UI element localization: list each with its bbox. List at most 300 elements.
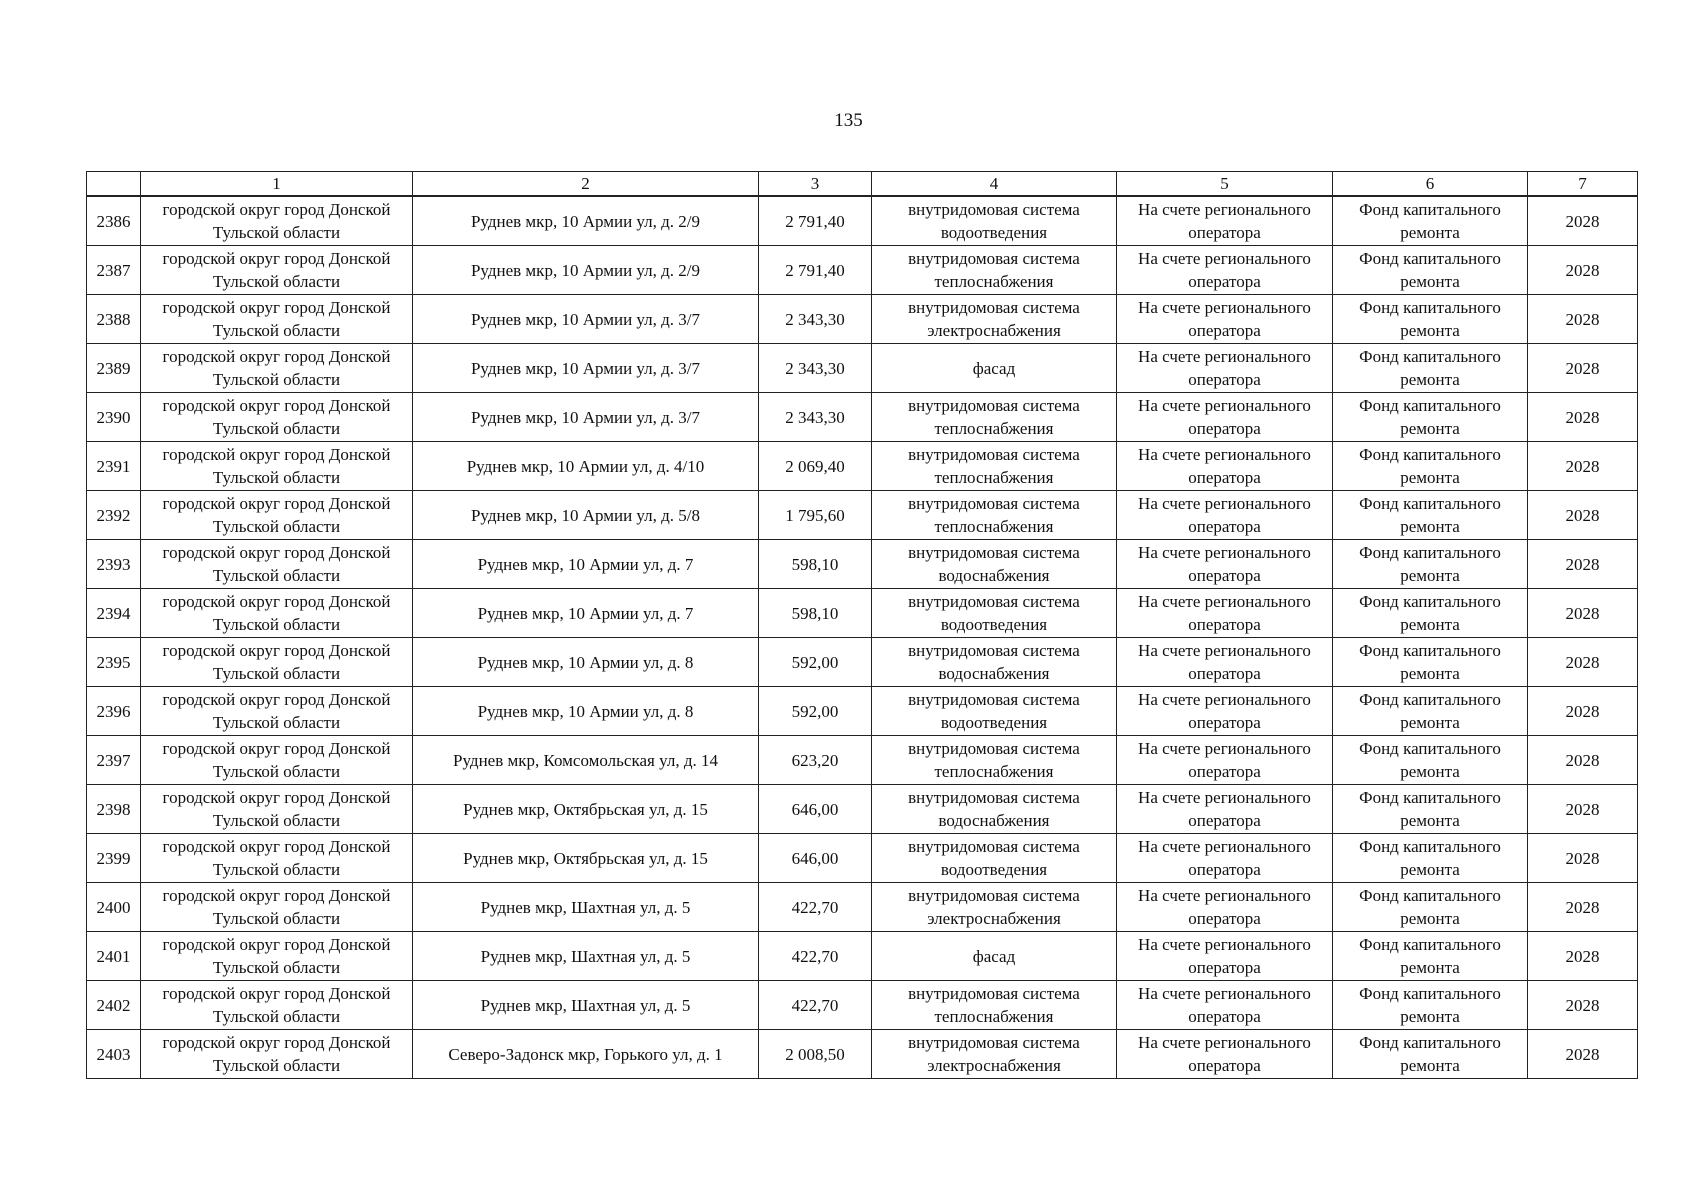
funding-source-cell-line-1: Фонд капитального: [1359, 592, 1501, 611]
funding-source-cell: [1333, 687, 1528, 736]
area-cell: 592,00: [759, 638, 872, 687]
municipality-cell: [141, 687, 413, 736]
account-cell-line-2: оператора: [1188, 664, 1261, 683]
account-cell: [1117, 638, 1333, 687]
funding-source-cell: [1333, 932, 1528, 981]
area-cell: 598,10: [759, 540, 872, 589]
municipality-cell: [141, 295, 413, 344]
address-cell: Северо-Задонск мкр, Горького ул, д. 1: [413, 1030, 759, 1079]
municipality-cell: [141, 981, 413, 1030]
work-type-cell-line-2: электроснабжения: [927, 909, 1061, 928]
account-cell-line-1: На счете регионального: [1138, 592, 1311, 611]
account-cell: [1117, 491, 1333, 540]
area-cell: 2 791,40: [759, 246, 872, 295]
funding-source-cell-line-2: ремонта: [1400, 762, 1460, 781]
account-cell-line-1: На счете регионального: [1138, 249, 1311, 268]
municipality-cell-line-2: Тульской области: [212, 566, 341, 585]
funding-source-cell: [1333, 834, 1528, 883]
municipality-cell-line-1: городской округ город Донской: [162, 788, 391, 807]
repair-schedule-table: [86, 171, 1638, 1079]
work-type-cell-line-1: внутридомовая система: [908, 298, 1080, 317]
work-type-cell-line-1: фасад: [972, 358, 1016, 378]
funding-source-cell-line-2: ремонта: [1400, 958, 1460, 977]
account-cell: [1117, 442, 1333, 491]
funding-source-cell: [1333, 442, 1528, 491]
work-type-cell-line-2: водоотведения: [940, 615, 1048, 634]
account-cell: [1117, 540, 1333, 589]
municipality-cell-line-1: городской округ город Донской: [162, 249, 391, 268]
account-cell: [1117, 932, 1333, 981]
account-cell-line-2: оператора: [1188, 566, 1261, 585]
work-type-cell-line-1: внутридомовая система: [908, 445, 1080, 464]
municipality-cell: [141, 638, 413, 687]
year-cell: 2028: [1528, 442, 1638, 491]
account-cell-line-2: оператора: [1188, 468, 1261, 487]
address-cell: Руднев мкр, Октябрьская ул, д. 15: [413, 834, 759, 883]
funding-source-cell-line-1: Фонд капитального: [1359, 200, 1501, 219]
account-cell-line-2: оператора: [1188, 762, 1261, 781]
work-type-cell: [872, 981, 1117, 1030]
row-number-cell: 2388: [87, 295, 141, 344]
header-cell-3: 3: [759, 172, 872, 197]
row-number-cell: 2397: [87, 736, 141, 785]
row-number-cell: 2396: [87, 687, 141, 736]
account-cell-line-2: оператора: [1188, 370, 1261, 389]
funding-source-cell-line-2: ремонта: [1400, 811, 1460, 830]
area-cell: 646,00: [759, 834, 872, 883]
header-cell-1: 1: [141, 172, 413, 197]
municipality-cell: [141, 344, 413, 393]
funding-source-cell-line-1: Фонд капитального: [1359, 1033, 1501, 1052]
area-cell: 646,00: [759, 785, 872, 834]
year-cell: 2028: [1528, 981, 1638, 1030]
account-cell-line-1: На счете регионального: [1138, 641, 1311, 660]
work-type-cell-line-2: водоотведения: [940, 713, 1048, 732]
row-number-cell: 2391: [87, 442, 141, 491]
row-number-cell: 2402: [87, 981, 141, 1030]
account-cell-line-2: оператора: [1188, 272, 1261, 291]
page-number: 135: [834, 110, 863, 131]
work-type-cell: [872, 442, 1117, 491]
funding-source-cell-line-2: ремонта: [1400, 713, 1460, 732]
row-number-cell: 2403: [87, 1030, 141, 1079]
account-cell: [1117, 246, 1333, 295]
funding-source-cell-line-1: Фонд капитального: [1359, 837, 1501, 856]
table-row: [87, 1030, 1638, 1079]
account-cell-line-1: На счете регионального: [1138, 837, 1311, 856]
funding-source-cell-line-2: ремонта: [1400, 1007, 1460, 1026]
area-cell: 2 343,30: [759, 295, 872, 344]
funding-source-cell: [1333, 491, 1528, 540]
funding-source-cell-line-2: ремонта: [1400, 468, 1460, 487]
header-cell-5: 5: [1117, 172, 1333, 197]
year-cell: 2028: [1528, 491, 1638, 540]
address-cell: Руднев мкр, Шахтная ул, д. 5: [413, 883, 759, 932]
year-cell: 2028: [1528, 540, 1638, 589]
funding-source-cell-line-1: Фонд капитального: [1359, 543, 1501, 562]
work-type-cell-line-1: внутридомовая система: [908, 592, 1080, 611]
municipality-cell: [141, 932, 413, 981]
account-cell-line-2: оператора: [1188, 958, 1261, 977]
work-type-cell-line-2: водоотведения: [940, 223, 1048, 242]
work-type-cell: [872, 638, 1117, 687]
work-type-cell: [872, 344, 1117, 393]
funding-source-cell-line-2: ремонта: [1400, 860, 1460, 879]
account-cell-line-1: На счете регионального: [1138, 445, 1311, 464]
row-number-cell: 2400: [87, 883, 141, 932]
municipality-cell-line-2: Тульской области: [212, 909, 341, 928]
address-cell: Руднев мкр, 10 Армии ул, д. 8: [413, 638, 759, 687]
table-row: [87, 295, 1638, 344]
account-cell: [1117, 981, 1333, 1030]
area-cell: 2 791,40: [759, 196, 872, 246]
table-row: [87, 736, 1638, 785]
area-cell: 2 069,40: [759, 442, 872, 491]
table-row: [87, 442, 1638, 491]
municipality-cell-line-2: Тульской области: [212, 958, 341, 977]
header-cell-4: 4: [872, 172, 1117, 197]
work-type-cell-line-1: внутридомовая система: [908, 837, 1080, 856]
funding-source-cell-line-2: ремонта: [1400, 419, 1460, 438]
account-cell-line-1: На счете регионального: [1138, 690, 1311, 709]
header-row: [87, 172, 1638, 197]
municipality-cell-line-1: городской округ город Донской: [162, 494, 391, 513]
year-cell: 2028: [1528, 687, 1638, 736]
row-number-cell: 2390: [87, 393, 141, 442]
work-type-cell-line-1: внутридомовая система: [908, 1033, 1080, 1052]
account-cell-line-2: оператора: [1188, 909, 1261, 928]
header-cell-6: 6: [1333, 172, 1528, 197]
year-cell: 2028: [1528, 834, 1638, 883]
account-cell: [1117, 834, 1333, 883]
account-cell: [1117, 295, 1333, 344]
table-row: [87, 491, 1638, 540]
address-cell: Руднев мкр, Шахтная ул, д. 5: [413, 981, 759, 1030]
municipality-cell: [141, 589, 413, 638]
account-cell-line-1: На счете регионального: [1138, 984, 1311, 1003]
municipality-cell-line-2: Тульской области: [212, 419, 341, 438]
area-cell: 598,10: [759, 589, 872, 638]
area-cell: 623,20: [759, 736, 872, 785]
account-cell-line-1: На счете регионального: [1138, 200, 1311, 219]
work-type-cell: [872, 393, 1117, 442]
work-type-cell-line-1: внутридомовая система: [908, 249, 1080, 268]
area-cell: 422,70: [759, 981, 872, 1030]
address-cell: Руднев мкр, 10 Армии ул, д. 7: [413, 589, 759, 638]
municipality-cell-line-1: городской округ город Донской: [162, 1033, 391, 1052]
account-cell-line-1: На счете регионального: [1138, 543, 1311, 562]
address-cell: Руднев мкр, Комсомольская ул, д. 14: [413, 736, 759, 785]
account-cell: [1117, 785, 1333, 834]
work-type-cell: [872, 196, 1117, 246]
year-cell: 2028: [1528, 1030, 1638, 1079]
funding-source-cell-line-2: ремонта: [1400, 664, 1460, 683]
account-cell-line-2: оператора: [1188, 223, 1261, 242]
work-type-cell: [872, 785, 1117, 834]
funding-source-cell: [1333, 295, 1528, 344]
account-cell-line-2: оператора: [1188, 419, 1261, 438]
funding-source-cell: [1333, 883, 1528, 932]
account-cell-line-1: На счете регионального: [1138, 494, 1311, 513]
account-cell-line-2: оператора: [1188, 517, 1261, 536]
work-type-cell-line-2: теплоснабжения: [934, 272, 1054, 291]
row-number-cell: 2394: [87, 589, 141, 638]
work-type-cell-line-1: внутридомовая система: [908, 641, 1080, 660]
table-row: [87, 932, 1638, 981]
row-number-cell: 2387: [87, 246, 141, 295]
funding-source-cell-line-2: ремонта: [1400, 909, 1460, 928]
municipality-cell: [141, 834, 413, 883]
area-cell: 422,70: [759, 932, 872, 981]
municipality-cell: [141, 785, 413, 834]
account-cell-line-1: На счете регионального: [1138, 396, 1311, 415]
address-cell: Руднев мкр, 10 Армии ул, д. 7: [413, 540, 759, 589]
municipality-cell: [141, 393, 413, 442]
funding-source-cell-line-1: Фонд капитального: [1359, 886, 1501, 905]
table-row: [87, 393, 1638, 442]
municipality-cell-line-1: городской округ город Донской: [162, 935, 391, 954]
municipality-cell-line-2: Тульской области: [212, 1056, 341, 1075]
municipality-cell-line-1: городской округ город Донской: [162, 837, 391, 856]
funding-source-cell-line-1: Фонд капитального: [1359, 396, 1501, 415]
funding-source-cell-line-1: Фонд капитального: [1359, 690, 1501, 709]
year-cell: 2028: [1528, 932, 1638, 981]
account-cell: [1117, 344, 1333, 393]
funding-source-cell: [1333, 589, 1528, 638]
work-type-cell-line-1: фасад: [972, 946, 1016, 966]
funding-source-cell-line-2: ремонта: [1400, 223, 1460, 242]
year-cell: 2028: [1528, 246, 1638, 295]
table-row: [87, 883, 1638, 932]
municipality-cell-line-2: Тульской области: [212, 223, 341, 242]
area-cell: 2 343,30: [759, 344, 872, 393]
municipality-cell-line-2: Тульской области: [212, 272, 341, 291]
work-type-cell-line-1: внутридомовая система: [908, 984, 1080, 1003]
municipality-cell-line-2: Тульской области: [212, 664, 341, 683]
work-type-cell: [872, 932, 1117, 981]
row-number-cell: 2399: [87, 834, 141, 883]
work-type-cell: [872, 1030, 1117, 1079]
funding-source-cell-line-1: Фонд капитального: [1359, 347, 1501, 366]
municipality-cell-line-1: городской округ город Донской: [162, 886, 391, 905]
year-cell: 2028: [1528, 883, 1638, 932]
work-type-cell-line-1: внутридомовая система: [908, 886, 1080, 905]
account-cell-line-2: оператора: [1188, 1056, 1261, 1075]
year-cell: 2028: [1528, 589, 1638, 638]
work-type-cell-line-2: теплоснабжения: [934, 762, 1054, 781]
table-row: [87, 344, 1638, 393]
municipality-cell-line-1: городской округ город Донской: [162, 592, 391, 611]
municipality-cell-line-2: Тульской области: [212, 811, 341, 830]
municipality-cell-line-2: Тульской области: [212, 1007, 341, 1026]
municipality-cell: [141, 540, 413, 589]
municipality-cell: [141, 442, 413, 491]
work-type-cell-line-2: теплоснабжения: [934, 1007, 1054, 1026]
table-row: [87, 834, 1638, 883]
work-type-cell-line-1: внутридомовая система: [908, 494, 1080, 513]
row-number-cell: 2386: [87, 196, 141, 246]
municipality-cell: [141, 246, 413, 295]
account-cell: [1117, 393, 1333, 442]
account-cell: [1117, 687, 1333, 736]
row-number-cell: 2398: [87, 785, 141, 834]
work-type-cell-line-2: теплоснабжения: [934, 517, 1054, 536]
funding-source-cell: [1333, 344, 1528, 393]
year-cell: 2028: [1528, 295, 1638, 344]
area-cell: 592,00: [759, 687, 872, 736]
funding-source-cell: [1333, 638, 1528, 687]
address-cell: Руднев мкр, 10 Армии ул, д. 3/7: [413, 295, 759, 344]
work-type-cell-line-2: электроснабжения: [927, 1056, 1061, 1075]
table-body: [87, 196, 1638, 1079]
address-cell: Руднев мкр, Шахтная ул, д. 5: [413, 932, 759, 981]
funding-source-cell-line-2: ремонта: [1400, 1056, 1460, 1075]
work-type-cell: [872, 883, 1117, 932]
municipality-cell-line-1: городской округ город Донской: [162, 543, 391, 562]
row-number-cell: 2392: [87, 491, 141, 540]
funding-source-cell-line-1: Фонд капитального: [1359, 494, 1501, 513]
municipality-cell-line-1: городской округ город Донской: [162, 200, 391, 219]
address-cell: Руднев мкр, Октябрьская ул, д. 15: [413, 785, 759, 834]
table-row: [87, 196, 1638, 246]
work-type-cell: [872, 540, 1117, 589]
municipality-cell-line-2: Тульской области: [212, 468, 341, 487]
work-type-cell-line-2: теплоснабжения: [934, 468, 1054, 487]
municipality-cell: [141, 883, 413, 932]
funding-source-cell-line-1: Фонд капитального: [1359, 935, 1501, 954]
municipality-cell-line-1: городской округ город Донской: [162, 739, 391, 758]
address-cell: Руднев мкр, 10 Армии ул, д. 4/10: [413, 442, 759, 491]
account-cell-line-2: оператора: [1188, 811, 1261, 830]
work-type-cell: [872, 687, 1117, 736]
work-type-cell-line-2: теплоснабжения: [934, 419, 1054, 438]
account-cell-line-1: На счете регионального: [1138, 739, 1311, 758]
municipality-cell-line-1: городской округ город Донской: [162, 445, 391, 464]
area-cell: 1 795,60: [759, 491, 872, 540]
work-type-cell-line-1: внутридомовая система: [908, 200, 1080, 219]
funding-source-cell-line-1: Фонд капитального: [1359, 739, 1501, 758]
municipality-cell-line-2: Тульской области: [212, 762, 341, 781]
row-number-cell: 2395: [87, 638, 141, 687]
municipality-cell-line-1: городской округ город Донской: [162, 396, 391, 415]
work-type-cell-line-1: внутридомовая система: [908, 690, 1080, 709]
address-cell: Руднев мкр, 10 Армии ул, д. 5/8: [413, 491, 759, 540]
account-cell-line-2: оператора: [1188, 713, 1261, 732]
municipality-cell-line-1: городской округ город Донской: [162, 347, 391, 366]
header-cell-0: [87, 172, 141, 197]
account-cell-line-1: На счете регионального: [1138, 298, 1311, 317]
address-cell: Руднев мкр, 10 Армии ул, д. 3/7: [413, 344, 759, 393]
funding-source-cell-line-1: Фонд капитального: [1359, 641, 1501, 660]
work-type-cell: [872, 295, 1117, 344]
work-type-cell-line-1: внутридомовая система: [908, 396, 1080, 415]
municipality-cell-line-2: Тульской области: [212, 860, 341, 879]
work-type-cell: [872, 246, 1117, 295]
account-cell-line-2: оператора: [1188, 615, 1261, 634]
work-type-cell-line-2: водоснабжения: [938, 811, 1050, 830]
municipality-cell: [141, 491, 413, 540]
municipality-cell: [141, 196, 413, 246]
municipality-cell-line-1: городской округ город Донской: [162, 690, 391, 709]
municipality-cell-line-2: Тульской области: [212, 713, 341, 732]
account-cell-line-2: оператора: [1188, 860, 1261, 879]
work-type-cell-line-2: электроснабжения: [927, 321, 1061, 340]
funding-source-cell: [1333, 785, 1528, 834]
account-cell: [1117, 1030, 1333, 1079]
account-cell: [1117, 196, 1333, 246]
account-cell: [1117, 883, 1333, 932]
table-row: [87, 981, 1638, 1030]
funding-source-cell-line-1: Фонд капитального: [1359, 445, 1501, 464]
work-type-cell-line-2: водоснабжения: [938, 664, 1050, 683]
table-row: [87, 246, 1638, 295]
municipality-cell-line-2: Тульской области: [212, 321, 341, 340]
funding-source-cell-line-1: Фонд капитального: [1359, 298, 1501, 317]
account-cell-line-1: На счете регионального: [1138, 1033, 1311, 1052]
work-type-cell: [872, 736, 1117, 785]
account-cell-line-2: оператора: [1188, 1007, 1261, 1026]
address-cell: Руднев мкр, 10 Армии ул, д. 3/7: [413, 393, 759, 442]
work-type-cell-line-1: внутридомовая система: [908, 543, 1080, 562]
year-cell: 2028: [1528, 785, 1638, 834]
area-cell: 2 008,50: [759, 1030, 872, 1079]
account-cell: [1117, 736, 1333, 785]
row-number-cell: 2401: [87, 932, 141, 981]
municipality-cell: [141, 1030, 413, 1079]
work-type-cell: [872, 491, 1117, 540]
account-cell-line-1: На счете регионального: [1138, 347, 1311, 366]
funding-source-cell: [1333, 540, 1528, 589]
funding-source-cell: [1333, 981, 1528, 1030]
municipality-cell-line-2: Тульской области: [212, 517, 341, 536]
funding-source-cell-line-2: ремонта: [1400, 370, 1460, 389]
address-cell: Руднев мкр, 10 Армии ул, д. 2/9: [413, 246, 759, 295]
table-row: [87, 638, 1638, 687]
funding-source-cell-line-2: ремонта: [1400, 517, 1460, 536]
work-type-cell: [872, 834, 1117, 883]
funding-source-cell-line-1: Фонд капитального: [1359, 249, 1501, 268]
header-cell-2: 2: [413, 172, 759, 197]
funding-source-cell: [1333, 246, 1528, 295]
account-cell-line-2: оператора: [1188, 321, 1261, 340]
account-cell-line-1: На счете регионального: [1138, 935, 1311, 954]
area-cell: 2 343,30: [759, 393, 872, 442]
funding-source-cell-line-2: ремонта: [1400, 272, 1460, 291]
year-cell: 2028: [1528, 344, 1638, 393]
municipality-cell-line-2: Тульской области: [212, 615, 341, 634]
table-row: [87, 785, 1638, 834]
work-type-cell-line-2: водоотведения: [940, 860, 1048, 879]
funding-source-cell: [1333, 736, 1528, 785]
funding-source-cell: [1333, 1030, 1528, 1079]
work-type-cell-line-1: внутридомовая система: [908, 788, 1080, 807]
table-row: [87, 589, 1638, 638]
funding-source-cell: [1333, 196, 1528, 246]
table-row: [87, 540, 1638, 589]
municipality-cell-line-1: городской округ город Донской: [162, 641, 391, 660]
year-cell: 2028: [1528, 638, 1638, 687]
row-number-cell: 2389: [87, 344, 141, 393]
year-cell: 2028: [1528, 393, 1638, 442]
table-row: [87, 687, 1638, 736]
address-cell: Руднев мкр, 10 Армии ул, д. 8: [413, 687, 759, 736]
account-cell-line-1: На счете регионального: [1138, 788, 1311, 807]
municipality-cell-line-1: городской округ город Донской: [162, 984, 391, 1003]
work-type-cell-line-2: водоснабжения: [938, 566, 1050, 585]
work-type-cell-line-1: внутридомовая система: [908, 739, 1080, 758]
year-cell: 2028: [1528, 736, 1638, 785]
row-number-cell: 2393: [87, 540, 141, 589]
